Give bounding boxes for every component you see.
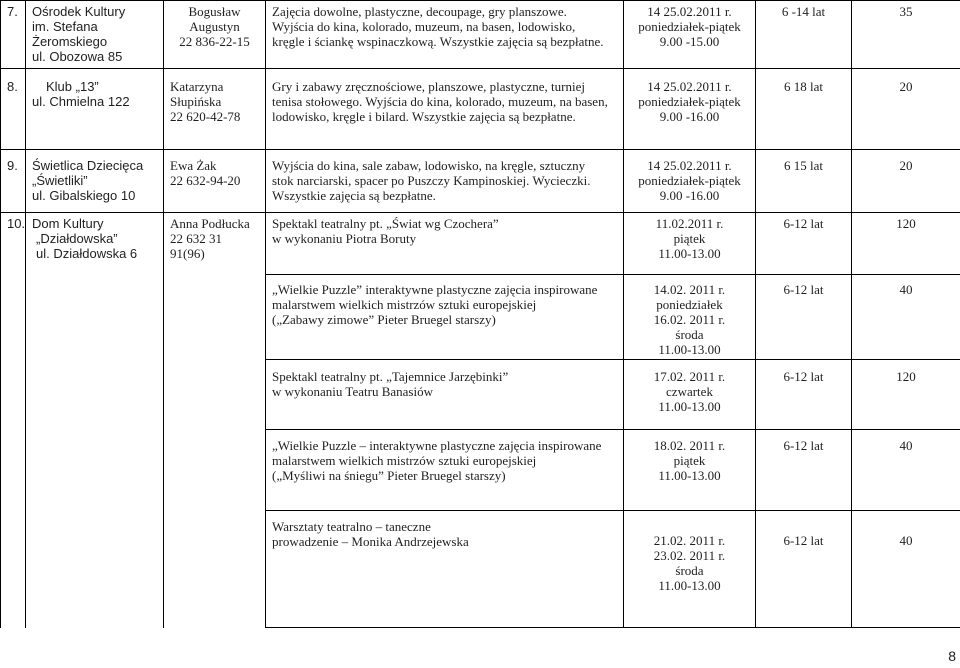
age-range: 6 18 lat (756, 69, 852, 150)
schedule-dates: 14 25.02.2011 r. poniedziałek-piątek 9.00 -15.00 (624, 1, 756, 69)
institution-name: Świetlica Dziecięca „Świetliki” ul. Gibalskiego 10 (26, 150, 164, 213)
age-range: 6-12 lat (756, 213, 852, 275)
activity-description: Gry i zabawy zręcznościowe, planszowe, plastyczne, turniej tenisa stołowego. Wyjścia do kina, kolorado, muzeum, na basen, lodowisko, kręgle i bilard. Wszystkie zajęcia są bezpłatne. (266, 69, 624, 150)
schedule-dates: 14 25.02.2011 r. poniedziałek-piątek 9.00 -16.00 (624, 69, 756, 150)
participant-count: 40 (852, 430, 960, 511)
age-range: 6-12 lat (756, 275, 852, 360)
table-row (1, 150, 960, 213)
page-number: 8 (948, 648, 956, 664)
table-row (1, 69, 960, 150)
event-description: Spektakl teatralny pt. „Świat wg Czochera” w wykonaniu Piotra Boruty (266, 213, 624, 275)
institution-name: Dom Kultury „Działdowska” ul. Działdowska 6 (26, 213, 164, 628)
institution-name: Ośrodek Kultury im. Stefana Żeromskiego ul. Obozowa 85 (26, 1, 164, 69)
age-range: 6 15 lat (756, 150, 852, 213)
row-number: 7. (1, 1, 26, 69)
row-number: 9. (1, 150, 26, 213)
activity-description: Wyjścia do kina, sale zabaw, lodowisko, na kręgle, sztuczny stok narciarski, spacer po Puszczy Kampinoskiej. Wycieczki. Wszystkie zajęcia są bezpłatne. (266, 150, 624, 213)
row-number: 10. (1, 213, 26, 628)
participant-count: 120 (852, 213, 960, 275)
contact-person: Katarzyna Słupińska 22 620-42-78 (164, 69, 266, 150)
age-range: 6 -14 lat (756, 1, 852, 69)
event-dates: 11.02.2011 r. piątek 11.00-13.00 (624, 213, 756, 275)
contact-person: Anna Podłucka 22 632 31 91(96) (164, 213, 266, 628)
event-description: Spektakl teatralny pt. „Tajemnice Jarzębinki” w wykonaniu Teatru Banasiów (266, 360, 624, 430)
event-dates: 17.02. 2011 r. czwartek 11.00-13.00 (624, 360, 756, 430)
contact-person: Ewa Żak 22 632-94-20 (164, 150, 266, 213)
age-range: 6-12 lat (756, 430, 852, 511)
event-dates: 18.02. 2011 r. piątek 11.00-13.00 (624, 430, 756, 511)
contact-person: Bogusław Augustyn 22 836-22-15 (164, 1, 266, 69)
row-number: 8. (1, 69, 26, 150)
schedule-dates: 14 25.02.2011 r. poniedziałek-piątek 9.00 -16.00 (624, 150, 756, 213)
participant-count: 40 (852, 275, 960, 360)
age-range: 6-12 lat (756, 360, 852, 430)
age-range: 6-12 lat (756, 511, 852, 628)
event-description: „Wielkie Puzzle” interaktywne plastyczne zajęcia inspirowane malarstwem wielkich mistrzów sztuki europejskiej („Zabawy zimowe” Pieter Bruegel starszy) (266, 275, 624, 360)
event-description: Warsztaty teatralno – taneczne prowadzenie – Monika Andrzejewska (266, 511, 624, 628)
participant-count: 120 (852, 360, 960, 430)
participant-count: 20 (852, 69, 960, 150)
participant-count: 20 (852, 150, 960, 213)
activity-description: Zajęcia dowolne, plastyczne, decoupage, gry planszowe. Wyjścia do kina, kolorado, muzeum, na basen, lodowisko, kręgle i ściankę wspinaczkową. Wszystkie zajęcia są bezpłatne. (266, 1, 624, 69)
table-row (1, 1, 960, 69)
event-dates: 14.02. 2011 r. poniedziałek 16.02. 2011 r. środa 11.00-13.00 (624, 275, 756, 360)
event-description: „Wielkie Puzzle – interaktywne plastyczne zajęcia inspirowane malarstwem wielkich mistrzów sztuki europejskiej („Myśliwi na śniegu” Pieter Bruegel starszy) (266, 430, 624, 511)
institution-name: Klub „13” ul. Chmielna 122 (26, 69, 164, 150)
table-row (1, 213, 960, 275)
event-dates: 21.02. 2011 r. 23.02. 2011 r. środa 11.00-13.00 (624, 511, 756, 628)
participant-count: 35 (852, 1, 960, 69)
participant-count: 40 (852, 511, 960, 628)
